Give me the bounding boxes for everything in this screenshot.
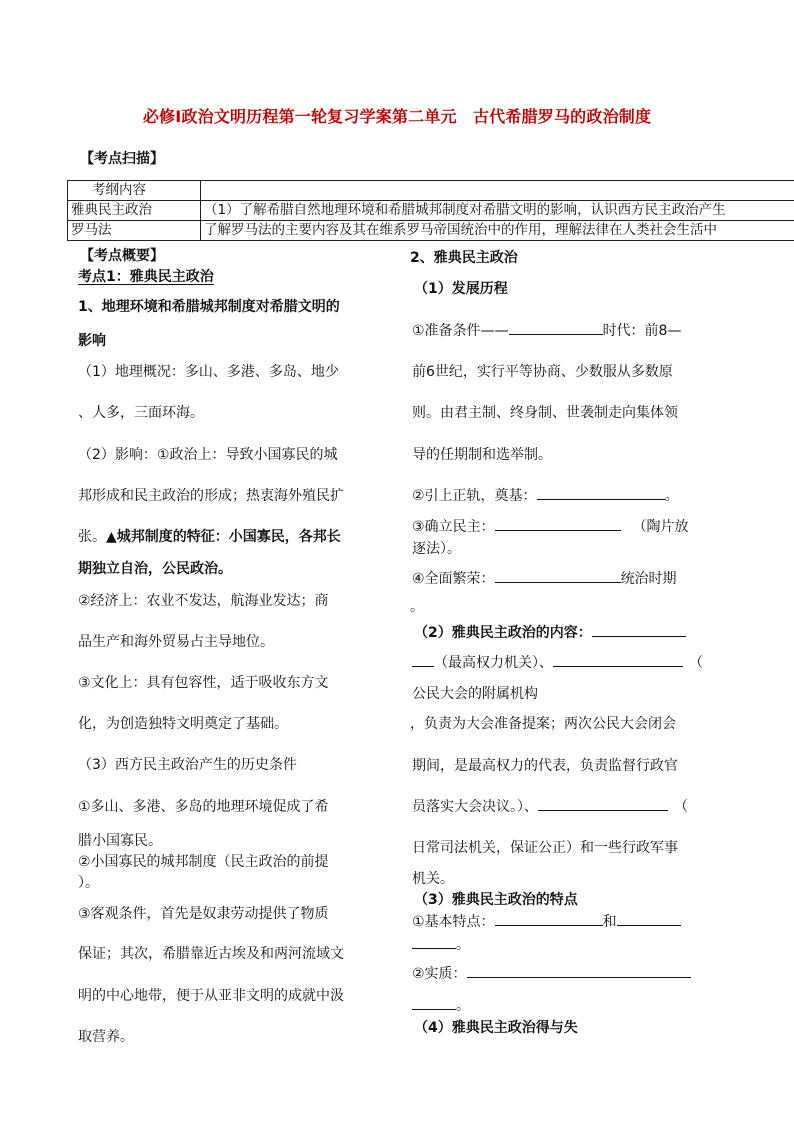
table-row [68, 201, 794, 221]
cond3-line3: 明的中心地带，便于从亚非文明的成就中汲 [78, 988, 344, 1004]
gain-title: （4）雅典民主政治得与失 [414, 1020, 578, 1036]
dev4-line2: 。 [410, 599, 424, 615]
blank-foundation [537, 485, 665, 500]
cond2-line1: ②小国寡民的城邦制度（民主政治的前提 [78, 854, 329, 870]
content-line4: 期间，是最高权力的代表，负责监督行政官 [412, 758, 678, 774]
cond1-line1: ①多山、多港、多岛的地理环境促成了希 [78, 799, 329, 815]
feat-title: （3）雅典民主政治的特点 [414, 892, 578, 908]
blank-era [509, 320, 603, 335]
table-row [68, 181, 794, 201]
dev4-text-b: 统治时期 [620, 571, 677, 587]
dev1-line4: 导的任期制和选举制。 [412, 447, 552, 463]
blank-content-2 [553, 652, 683, 667]
econ-line1: ②经济上：农业不发达，航海业发达；商 [78, 593, 329, 609]
cond-title: （3）西方民主政治产生的历史条件 [78, 757, 297, 773]
feat1-line1 [412, 911, 681, 931]
content-title [414, 622, 686, 642]
content-paren-2: （ [674, 799, 688, 815]
feat2-line1 [412, 963, 691, 983]
overview-heading: 【考点概要】 [80, 248, 164, 264]
s1-title-line2: 影响 [78, 333, 106, 349]
content-title-text: （2）雅典民主政治的内容： [414, 625, 592, 641]
dev2-line [412, 485, 679, 505]
dev1-text-a: ①准备条件—— [412, 323, 509, 339]
geo-line1: （1）地理概况：多山、多港、多岛、地少 [78, 364, 339, 380]
feat2-line2 [412, 995, 470, 1015]
dev2-end: 。 [664, 488, 679, 504]
s1-title-line1: 1、地理环境和希腊城邦制度对希腊文明的 [78, 299, 340, 315]
blank-feature-2-cont [412, 934, 456, 949]
impact-line2: 邦形成和民主政治的形成；热衷海外殖民扩 [78, 488, 344, 504]
impact-line1: （2）影响：①政治上：导致小国寡民的城 [78, 447, 338, 463]
cond3-line1: ③客观条件，首先是奴隶劳动提供了物质 [78, 906, 329, 922]
blank-prosperity [495, 568, 621, 583]
cond3-line2: 保证；其次，希腊靠近古埃及和两河流域文 [78, 946, 344, 962]
point1-heading: 考点1：雅典民主政治 [78, 269, 214, 285]
scan-heading: 【考点扫描】 [80, 151, 164, 167]
content-line7: 机关。 [412, 871, 454, 887]
dev1-line3: 则。由君主制、终身制、世袭制走向集体领 [412, 405, 678, 421]
feat1-and: 和 [602, 914, 617, 930]
blank-essence-cont [412, 995, 456, 1010]
feat2-text: ②实质： [412, 966, 467, 982]
cond1-line2: 腊小国寡民。 [78, 833, 162, 849]
culture-line2: 化，为创造独特文明奠定了基础。 [78, 716, 288, 732]
dev1-line2: 前6世纪，实行平等协商、少数服从多数原 [412, 364, 673, 380]
table-cell-topic: 雅典民主政治 [68, 201, 201, 221]
content-line2: 公民大会的附属机构 [412, 686, 538, 702]
feat1-text: ①基本特点： [412, 914, 495, 930]
syllabus-table [67, 180, 794, 241]
blank-content-1 [592, 622, 686, 637]
content-line1 [412, 652, 703, 672]
content-line5 [412, 796, 688, 816]
s2-title: 2、雅典民主政治 [410, 250, 518, 266]
page-title: 必修Ⅰ政治文明历程第一轮复习学案第二单元 古代希腊罗马的政治制度 [142, 107, 652, 126]
table-cell-topic: 罗马法 [68, 221, 201, 241]
content-text-a: （最高权力机关）、 [434, 655, 553, 671]
cond2-line2: ）。 [78, 875, 99, 891]
feat2-end: 。 [456, 998, 470, 1014]
impact-line3-plain: 张。 [78, 529, 106, 545]
dev3-line1 [412, 516, 689, 536]
content-paren: （ [689, 655, 703, 671]
dev4-text: ④全面繁荣： [412, 571, 495, 587]
content-line6: 日常司法机关，保证公正）和一些行政军事 [412, 840, 678, 856]
dev-title: （1）发展历程 [414, 281, 508, 297]
dev2-text: ②引上正轨，奠基： [412, 488, 537, 504]
impact-line3 [78, 526, 341, 546]
dev4-line1 [412, 568, 677, 588]
city-state-feature-cont: 期独立自治，公民政治。 [78, 561, 232, 577]
feat1-end: 。 [456, 937, 470, 953]
feat1-line2 [412, 934, 470, 954]
culture-line1: ③文化上：具有包容性，适于吸收东方文 [78, 675, 329, 691]
blank-content-1-cont [412, 652, 434, 667]
table-header-cell: 考纲内容 [68, 181, 201, 201]
table-cell-desc: （1）了解希腊自然地理环境和希腊城邦制度对希腊文明的影响，认识西方民主政治产生 [201, 201, 794, 221]
blank-content-3 [538, 796, 668, 811]
dev3-line2: 逐法）。 [412, 541, 461, 557]
blank-essence [467, 963, 691, 978]
dev3-text: ③确立民主： [412, 519, 495, 535]
table-cell-desc: 了解罗马法的主要内容及其在维系罗马帝国统治中的作用，理解法律在人类社会生活中 [201, 221, 794, 241]
dev3-text-b: （陶片放 [632, 519, 689, 535]
dev1-line1 [412, 320, 681, 340]
city-state-feature: ▲城邦制度的特征：小国寡民，各邦长 [106, 529, 341, 545]
table-row [68, 221, 794, 241]
geo-line2: 、人多，三面环海。 [78, 405, 204, 421]
econ-line2: 品生产和海外贸易占主导地位。 [78, 634, 274, 650]
blank-establish [495, 516, 621, 531]
cond3-line4: 取营养。 [78, 1029, 134, 1045]
blank-feature-1 [495, 911, 603, 926]
dev1-text-b: 时代：前8— [602, 323, 682, 339]
blank-feature-2 [617, 911, 681, 926]
table-header-cell-empty [201, 181, 794, 201]
content-line3: ，负责为大会准备提案；两次公民大会闭会 [410, 716, 676, 732]
content-text-e: 员落实大会决议。）、 [412, 799, 538, 815]
